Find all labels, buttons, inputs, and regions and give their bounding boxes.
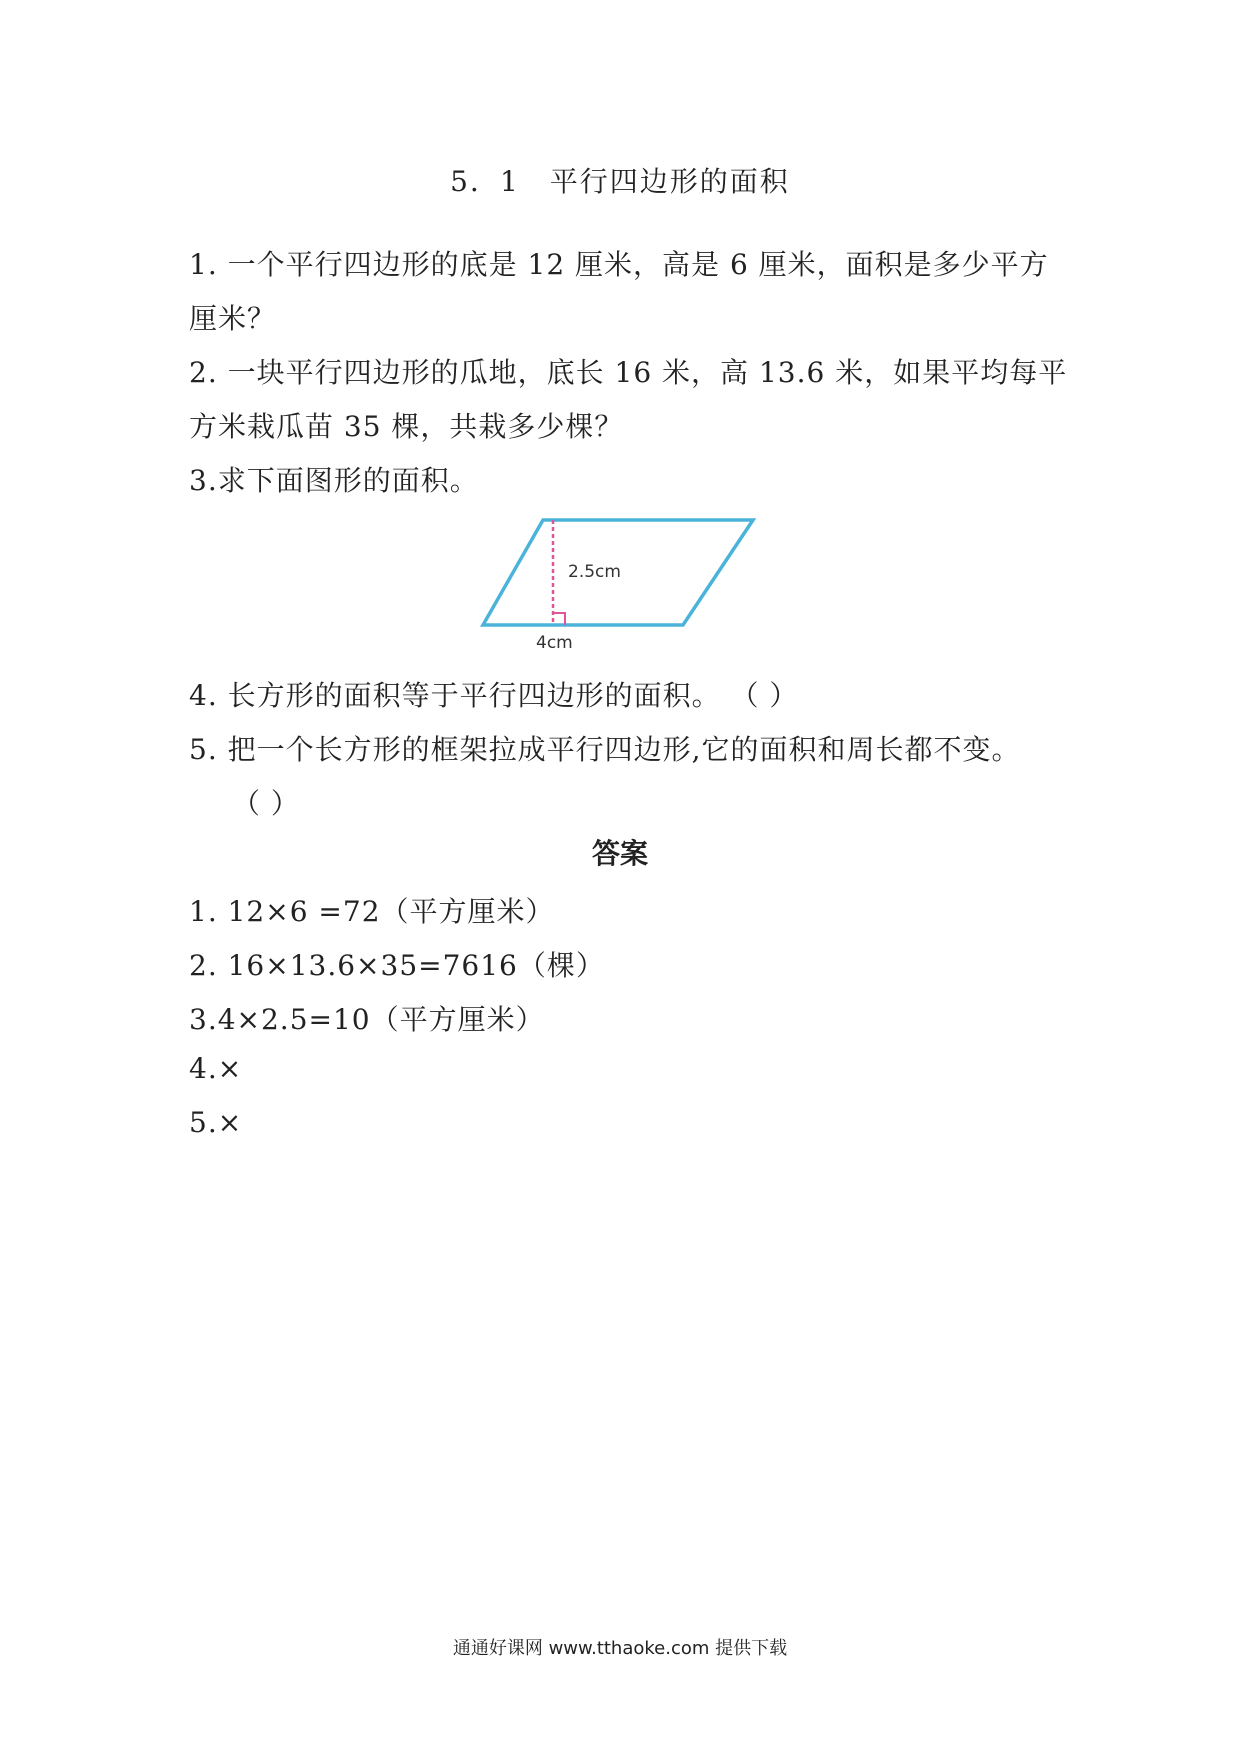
right-angle-marker — [553, 613, 565, 625]
answer-4: 4.× — [189, 1052, 243, 1085]
page-title: 5．1 平行四边形的面积 — [450, 165, 790, 198]
question-3: 3.求下面图形的面积。 — [189, 464, 479, 497]
question-5-line-1: 5. 把一个长方形的框架拉成平行四边形,它的面积和周长都不变。 — [189, 733, 1021, 766]
parallelogram-figure — [470, 505, 770, 655]
answer-1: 1. 12×6 =72（平方厘米） — [189, 895, 555, 928]
footer-source: 通通好课网 www.tthaoke.com 提供下载 — [452, 1638, 788, 1659]
question-4: 4. 长方形的面积等于平行四边形的面积。 （ ） — [189, 679, 799, 712]
question-1-line-2: 厘米？ — [189, 302, 277, 335]
answer-2: 2. 16×13.6×35=7616（棵） — [189, 949, 605, 982]
answer-3: 3.4×2.5=10（平方厘米） — [189, 1003, 545, 1036]
question-2-line-1: 2. 一块平行四边形的瓜地，底长 16 米，高 13.6 米，如果平均每平 — [189, 356, 1068, 389]
question-5-line-2: （ ） — [232, 787, 300, 820]
answer-heading: 答案 — [591, 837, 648, 870]
height-label: 2.5cm — [568, 562, 621, 582]
answer-5: 5.× — [189, 1106, 243, 1139]
question-2-line-2: 方米栽瓜苗 35 棵，共栽多少棵？ — [189, 410, 624, 443]
base-label: 4cm — [536, 633, 573, 653]
question-1-line-1: 1. 一个平行四边形的底是 12 厘米，高是 6 厘米，面积是多少平方 — [189, 248, 1049, 281]
